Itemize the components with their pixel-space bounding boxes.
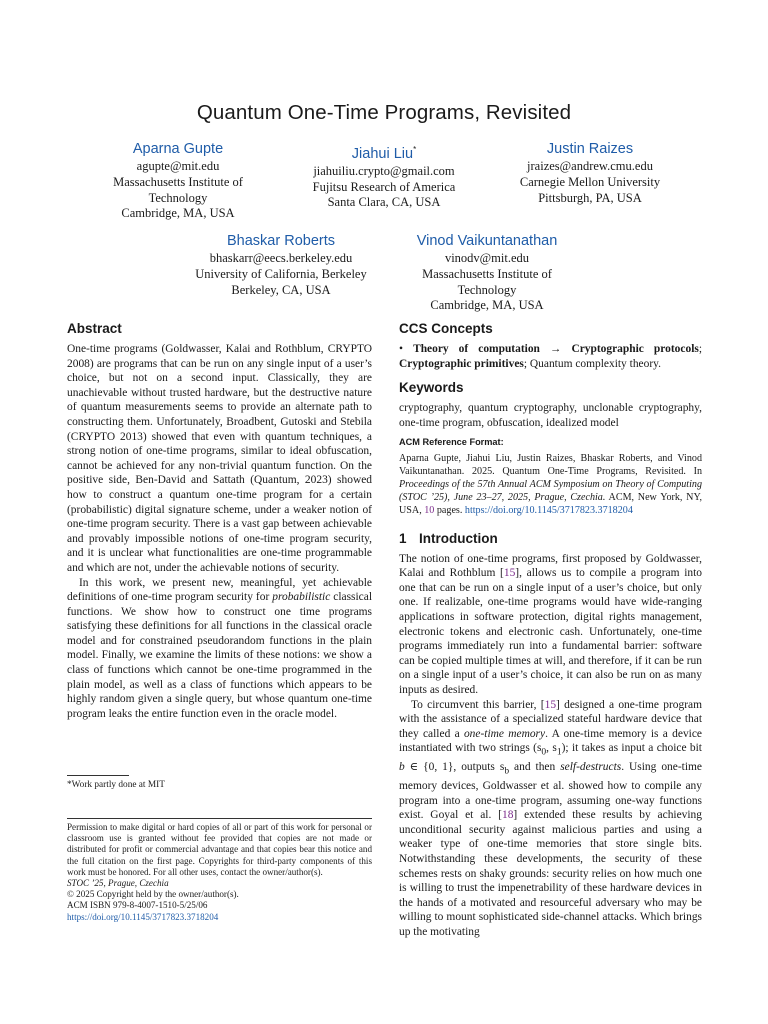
text-run: ] designed a one-time program with the assistance of a specialized stateful hardware device that they called a — [399, 698, 702, 740]
abstract-paragraph — [67, 576, 372, 722]
author-affiliation: Fujitsu Research of America — [312, 179, 456, 194]
author-name[interactable] — [290, 140, 478, 164]
author-block — [180, 232, 382, 298]
author-name[interactable]: Justin Raizes — [546, 141, 634, 157]
text-run: classical functions. We show how to construct one time programs satisfying these definitions for all functions in the classical oracle model and for constrained pseudorandom functions in the plain model. Finally, we examine the limits of these notions: we show a class of functions which cannot be one-time programmed in the plain model, as well as a class of functions which appears to be highly random given a single query, but whose quantum one-time program leaks the entire function even in the oracle model. — [67, 591, 372, 720]
venue-text: STOC ’25, Prague, Czechia — [67, 878, 169, 889]
footnote-mark: * — [413, 145, 417, 154]
author-email: agupte@mit.edu — [136, 159, 220, 173]
section-number: 1 — [399, 530, 407, 546]
author-name[interactable]: Aparna Gupte — [132, 141, 224, 157]
author-affiliation: Technology — [148, 190, 208, 205]
author-affiliation: Cambridge, MA, USA — [121, 206, 235, 221]
emphasis: one-time memory — [463, 727, 546, 740]
ccs-term: Theory of computation — [413, 343, 540, 355]
proceedings: Proceedings of the 57th Annual ACM Symposium on Theory of Computing (STOC ’25), June 23–27, 2025, Prague, Czechia. — [399, 478, 702, 504]
ccs-term: Cryptographic primitives — [399, 357, 524, 370]
text-run: In this work, we present new, meaningful, yet achievable definitions of one-time program security for — [67, 576, 372, 604]
permission-block — [67, 822, 372, 923]
copyright: © 2025 Copyright held by the owner/author(s). — [67, 889, 239, 900]
text-run: ); it takes as input a choice bit — [561, 742, 702, 755]
author-affiliation: Massachusetts Institute of — [422, 266, 552, 281]
text-run: The notion of one-time programs, first proposed by Goldwasser, Kalai and Rothblum [ — [399, 552, 702, 580]
footnote: *Work partly done at MIT — [67, 780, 165, 790]
ccs-term: ; Quantum complexity theory. — [523, 357, 661, 370]
author-email: jiahuiliu.crypto@gmail.com — [313, 163, 455, 178]
citation-link[interactable]: 15 — [544, 698, 557, 711]
abstract-paragraph: One-time programs (Goldwasser, Kalai and Rothblum, CRYPTO 2008) are programs that can be run on any single input of a user’s choice, but not on a second input. Classically, they are unachievable without trusted hardware, but the destructive nature of quantum measurements seems to provide an alternate path to constructing them. Unfortunately, Broadbent, Gutoski and Stebila (CRYPTO 2013) showed that even with quantum techniques, a strong notion of one-time programs, similar to ideal obfuscation, cannot be achieved for any non-trivial quantum function. On the positive side, Ben-David and Sattath (Quantum, 2023) showed how to construct a quantum one-time program for a certain (probabilistic) digital signature scheme, under a weaker notion of one-time program security. There is a vast gap between achievable and provably impossible notions of one-time program security, and it is unclear what functionalities are one-time programmable and which are not, under the achievable notions of security. — [67, 343, 372, 574]
text-run: pages. — [434, 505, 465, 517]
section-title: Introduction — [419, 530, 498, 546]
subscript: 1 — [556, 746, 562, 758]
citation-link[interactable]: 15 — [503, 567, 516, 580]
author-block — [398, 232, 576, 314]
text-run: ], allows us to compile a program into one that can be run on a single input of a user’s choice, but only one. If realizable, one-time programs would have wide-ranging applications in software protection, digital rights management, electronic tokens and electronic cash. Unfortunately, one-time programs immediately run into a fundamental barrier: software can be copied multiple times at will, and therefore, if it can be run on a single input of a user’s choice, it can also be run on as many inputs as desired. — [399, 567, 702, 696]
text-run: . Using one-time memory devices, Goldwasser et al. showed how to compile any program into a one-time program, assuming one-way functions exist. Goyal et al. [ — [399, 761, 702, 822]
footnote-rule — [67, 775, 129, 776]
reference-format-heading: ACM Reference Format: — [399, 437, 504, 448]
author-email: bhaskarr@eecs.berkeley.edu — [209, 251, 353, 265]
author-affiliation: Berkeley, CA, USA — [231, 282, 331, 297]
text-run: ∈ {0, 1}, outputs s — [404, 761, 505, 774]
author-affiliation: Technology — [457, 282, 517, 297]
bullet: • — [399, 343, 404, 355]
subscript: b — [504, 765, 510, 777]
intro-paragraph — [399, 552, 702, 698]
emphasis: probabilistic — [272, 591, 331, 604]
permission-text: Permission to make digital or hard copies of all or part of this work for personal or classroom use is granted without fee provided that copies are not made or distributed for profit or commercial advantage and that copies bear this notice and the full citation on the first page. Copyrights for third-party components of this work must be honored. For all other uses, contact the owner/author(s). — [67, 822, 372, 877]
author-email: vinodv@mit.edu — [444, 251, 530, 265]
text-run: and then — [509, 761, 561, 774]
text-run: ] extended these results by achieving unconditional security against malicious parties and using a weaker type of one-time memories that store single bits. Notwithstanding these developments, the security of these schemes rests on shaky grounds: security relies on how much one is willing to trust the impenetrability of these hardware devices in the hands of a motivated and resourceful adversary who may be willing to mount sophisticated side-channel attacks. Which brings up the motivating — [399, 809, 702, 938]
keywords-heading: Keywords — [399, 380, 464, 396]
author-name[interactable]: Vinod Vaikuntanathan — [416, 233, 558, 249]
ccs-concepts — [399, 342, 702, 371]
emphasis: self-destructs — [560, 761, 622, 774]
reference-format — [399, 436, 702, 517]
text-run: ACM, New York, NY, USA, — [399, 492, 702, 517]
ccs-heading: CCS Concepts — [399, 321, 493, 336]
arrow-icon: → — [549, 343, 562, 355]
page-count[interactable]: 10 — [424, 505, 435, 517]
citation-link[interactable]: 18 — [501, 809, 514, 822]
author-affiliation: Massachusetts Institute of — [113, 174, 243, 189]
left-column — [67, 320, 372, 721]
author-block — [290, 140, 478, 211]
author-name-text: Jiahui Liu — [351, 145, 414, 162]
subscript: 0 — [541, 746, 547, 758]
doi-link[interactable]: https://doi.org/10.1145/3717823.3718204 — [464, 505, 633, 517]
text-run: To circumvent this barrier, [ — [411, 698, 545, 711]
venue — [67, 878, 372, 889]
intro-paragraph — [399, 698, 702, 940]
author-block — [502, 140, 678, 206]
text-run: , s — [546, 742, 557, 755]
text-run: Aparna Gupte, Jiahui Liu, Justin Raizes, Bhaskar Roberts, and Vinod Vaikuntanathan. 2025. Quantum One-Time Programs, Revisited. In — [399, 452, 702, 477]
author-affiliation: Carnegie Mellon University — [519, 174, 661, 189]
right-column — [399, 320, 702, 940]
keywords-text: cryptography, quantum cryptography, unclonable cryptography, one-time program, obfuscation, idealized model — [399, 402, 702, 429]
author-email: jraizes@andrew.cmu.edu — [527, 159, 653, 173]
doi-link[interactable]: https://doi.org/10.1145/3717823.3718204 — [67, 911, 219, 922]
ccs-term: Cryptographic protocols — [571, 343, 699, 355]
paper-title: Quantum One-Time Programs, Revisited — [196, 101, 572, 124]
math-variable: b — [399, 761, 405, 774]
author-block — [96, 140, 260, 222]
separator: ; — [698, 343, 703, 355]
section-heading — [399, 530, 702, 548]
author-affiliation: University of California, Berkeley — [195, 266, 367, 281]
author-affiliation: Santa Clara, CA, USA — [327, 195, 441, 210]
author-affiliation: Cambridge, MA, USA — [430, 298, 544, 313]
author-name[interactable]: Bhaskar Roberts — [227, 233, 335, 249]
text-run: . A one-time memory is a device instantiated with two strings (s — [399, 727, 702, 755]
author-affiliation: Pittsburgh, PA, USA — [538, 190, 642, 205]
isbn: ACM ISBN 979-8-4007-1510-5/25/06 — [67, 900, 208, 911]
permission-rule — [67, 818, 372, 819]
abstract-heading: Abstract — [67, 321, 122, 336]
